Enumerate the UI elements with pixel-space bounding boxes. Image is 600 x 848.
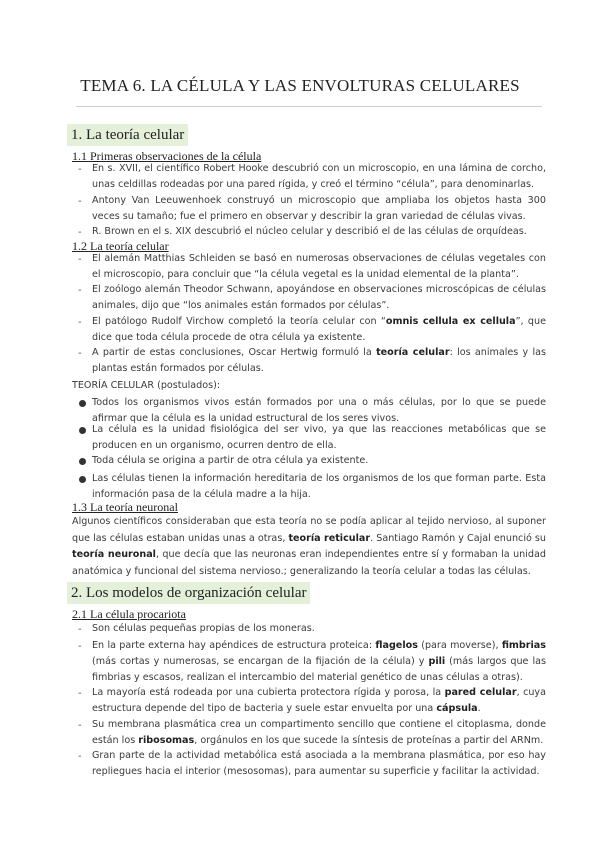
section-heading-1: 1. La teoría celular	[67, 124, 188, 146]
document-title: TEMA 6. LA CÉLULA Y LAS ENVOLTURAS CELULARES	[80, 76, 520, 95]
dash-bullet: -	[78, 254, 82, 265]
list-item	[92, 638, 546, 686]
para-bold: teoría neuronal	[72, 549, 156, 560]
item-text: , cuya estructura depende del tipo de bacteria y suele estar envuelta por una	[92, 687, 546, 714]
dash-bullet: -	[78, 164, 82, 175]
item-bold: pared celular	[444, 687, 517, 698]
bullet-dot	[79, 458, 86, 465]
item-bold: omnis cellula ex cellula	[385, 316, 516, 327]
item-bold: pili	[428, 656, 446, 667]
item-text: : los animales y las plantas están formados por células.	[92, 347, 547, 374]
item-text: Su membrana plasmática crea un compartimento sencillo que contiene el citoplasma, donde están los	[92, 719, 546, 746]
subsection-heading-1-2: 1.2 La teoría celular	[72, 239, 169, 253]
dash-bullet: -	[78, 285, 82, 296]
dash-bullet: -	[78, 227, 82, 238]
section-heading-2: 2. Los modelos de organización celular	[67, 582, 310, 604]
list-item: El zoólogo alemán Theodor Schwann, apoyándose en observaciones microscópicas de células animales, dijo que “los animales están formados por células”.	[92, 284, 546, 311]
subsection-heading-2-1: 2.1 La célula procariota	[72, 607, 186, 621]
para-text: , que decía que las neuronas eran independientes entre sí y formaban la unidad anatómica y funcional del sistema nervioso.; generalizando la teoría celular a todas las células.	[72, 549, 546, 577]
postulates-label: TEORÍA CELULAR (postulados):	[72, 380, 221, 391]
item-text: ”, que dice que toda célula procede de otra célula ya existente.	[92, 316, 546, 343]
item-bold: fimbrias	[501, 640, 546, 651]
item-text: .	[477, 703, 481, 714]
list-item: En s. XVII, el científico Robert Hooke descubrió con un microscopio, en una lámina de corcho, unas celdillas rodeadas por una pared rígida, y creó el término “célula”, para denominarlas.	[92, 163, 546, 190]
subsection-heading-1-3: 1.3 La teoría neuronal	[72, 500, 178, 514]
dash-bullet: -	[78, 348, 82, 359]
para-text: . Santiago Ramón y Cajal enunció su	[370, 532, 547, 544]
bullet-dot	[79, 400, 86, 407]
item-text: , orgánulos en los que sucede la síntesis de proteínas a partir del ARNm.	[194, 735, 544, 746]
item-text: A partir de estas conclusiones, Oscar Hertwig formuló la	[92, 347, 377, 358]
paragraph-neuronal	[72, 514, 546, 580]
dash-bullet: -	[78, 196, 82, 207]
item-bold: cápsula	[436, 703, 478, 714]
postulate-item: Las células tienen la información hereditaria de los organismos de los que forman parte. Esta información pasa de la célula madre a la hija.	[92, 473, 546, 500]
item-bold: flagelos	[375, 640, 418, 651]
dash-bullet: -	[78, 641, 82, 652]
list-item	[92, 685, 546, 717]
dash-bullet: -	[78, 317, 82, 328]
postulate-item: La célula es la unidad fisiológica del ser vivo, ya que las reacciones metabólicas que se producen en un organismo, ocurren dentro de ella.	[92, 424, 546, 451]
postulate-item: Toda célula se origina a partir de otra célula ya existente.	[92, 455, 369, 466]
list-item: Gran parte de la actividad metabólica está asociada a la membrana plasmática, por eso hay repliegues hacia el interior (mesosomas), para aumentar su superficie y facilitar la actividad.	[92, 750, 546, 777]
item-bold: ribosomas	[138, 735, 195, 746]
item-text: (más cortas y numerosas, se encargan de la fijación de la célula) y	[92, 656, 429, 667]
item-bold: teoría celular	[376, 347, 450, 358]
title-divider	[76, 106, 542, 107]
item-text: En la parte externa hay apéndices de estructura proteica:	[92, 640, 376, 651]
para-text: Algunos científicos consideraban que esta teoría no se podía aplicar al tejido nervioso, al suponer que las células estaban unidas unas a otras,	[72, 516, 546, 544]
subsection-heading-1-1: 1.1 Primeras observaciones de la célula	[72, 149, 262, 163]
dash-bullet: -	[78, 688, 82, 699]
para-bold: teoría reticular	[288, 532, 371, 544]
list-item: El alemán Matthias Schleiden se basó en numerosas observaciones de células vegetales con el microscopio, para concluir que “la célula vegetal es la unidad elemental de la planta”.	[92, 253, 546, 280]
dash-bullet: -	[78, 624, 82, 635]
bullet-dot	[79, 427, 86, 434]
list-item: Antony Van Leeuwenhoek construyó un microscopio que ampliaba los objetos hasta 300 veces su tamaño; fue el primero en observar y describir la gran variedad de células vivas.	[92, 195, 546, 222]
list-item: R. Brown en el s. XIX descubrió el núcleo celular y describió el de las células de orquídeas.	[92, 226, 527, 237]
dash-bullet: -	[78, 720, 82, 731]
list-item: Son células pequeñas propias de los moneras.	[92, 623, 315, 634]
dash-bullet: -	[78, 751, 82, 762]
bullet-dot	[79, 476, 86, 483]
item-text: La mayoría está rodeada por una cubierta protectora rígida y porosa, la	[92, 687, 445, 698]
list-item	[92, 345, 546, 377]
list-item	[92, 314, 546, 346]
postulate-item: Todos los organismos vivos están formados por una o más células, por lo que se puede afirmar que la célula es la unidad estructural de los seres vivos.	[92, 397, 546, 424]
item-text: El patólogo Rudolf Virchow completó la teoría celular con “	[92, 316, 386, 327]
list-item	[92, 717, 546, 749]
item-text: (para moverse),	[417, 640, 502, 651]
item-text: (más largos que las fimbrias y escasos, realizan el intercambio del material genético de unas células a otras).	[92, 656, 546, 683]
